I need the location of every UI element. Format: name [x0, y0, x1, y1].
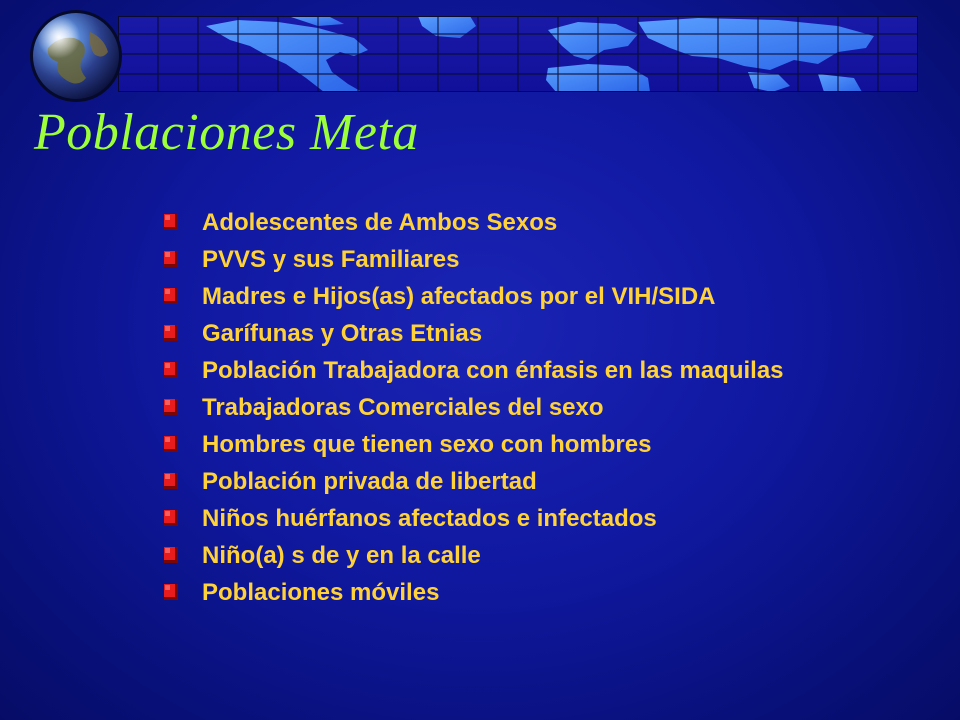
list-item-text: Niños huérfanos afectados e infectados — [202, 505, 657, 532]
list-item-text: Hombres que tienen sexo con hombres — [202, 431, 652, 458]
list-item-text: Población Trabajadora con énfasis en las maquilas — [202, 357, 784, 384]
list-item — [164, 500, 924, 537]
red-square-bullet-icon — [164, 251, 178, 267]
list-item — [164, 537, 924, 574]
world-map-grid-icon — [118, 16, 918, 92]
globe-icon — [28, 8, 124, 104]
red-square-bullet-icon — [164, 510, 178, 526]
list-item — [164, 241, 924, 278]
red-square-bullet-icon — [164, 362, 178, 378]
red-square-bullet-icon — [164, 436, 178, 452]
red-square-bullet-icon — [164, 399, 178, 415]
list-item — [164, 463, 924, 500]
list-item-text: Garífunas y Otras Etnias — [202, 320, 483, 347]
list-item-text: PVVS y sus Familiares — [202, 246, 460, 273]
list-item-text: Trabajadoras Comerciales del sexo — [202, 394, 604, 421]
list-item — [164, 315, 924, 352]
list-item-text: Niño(a) s de y en la calle — [202, 542, 481, 569]
red-square-bullet-icon — [164, 288, 178, 304]
red-square-bullet-icon — [164, 473, 178, 489]
red-square-bullet-icon — [164, 547, 178, 563]
list-item — [164, 389, 924, 426]
list-item — [164, 352, 924, 389]
red-square-bullet-icon — [164, 325, 178, 341]
list-item-text: Población privada de libertad — [202, 468, 537, 495]
bullet-list — [164, 204, 924, 611]
list-item — [164, 278, 924, 315]
slide-title: Poblaciones Meta — [34, 104, 419, 161]
list-item — [164, 204, 924, 241]
list-item — [164, 574, 924, 611]
red-square-bullet-icon — [164, 584, 178, 600]
list-item-text: Poblaciones móviles — [202, 579, 440, 606]
red-square-bullet-icon — [164, 214, 178, 230]
list-item-text: Madres e Hijos(as) afectados por el VIH/SIDA — [202, 283, 716, 310]
list-item — [164, 426, 924, 463]
list-item-text: Adolescentes de Ambos Sexos — [202, 209, 558, 236]
